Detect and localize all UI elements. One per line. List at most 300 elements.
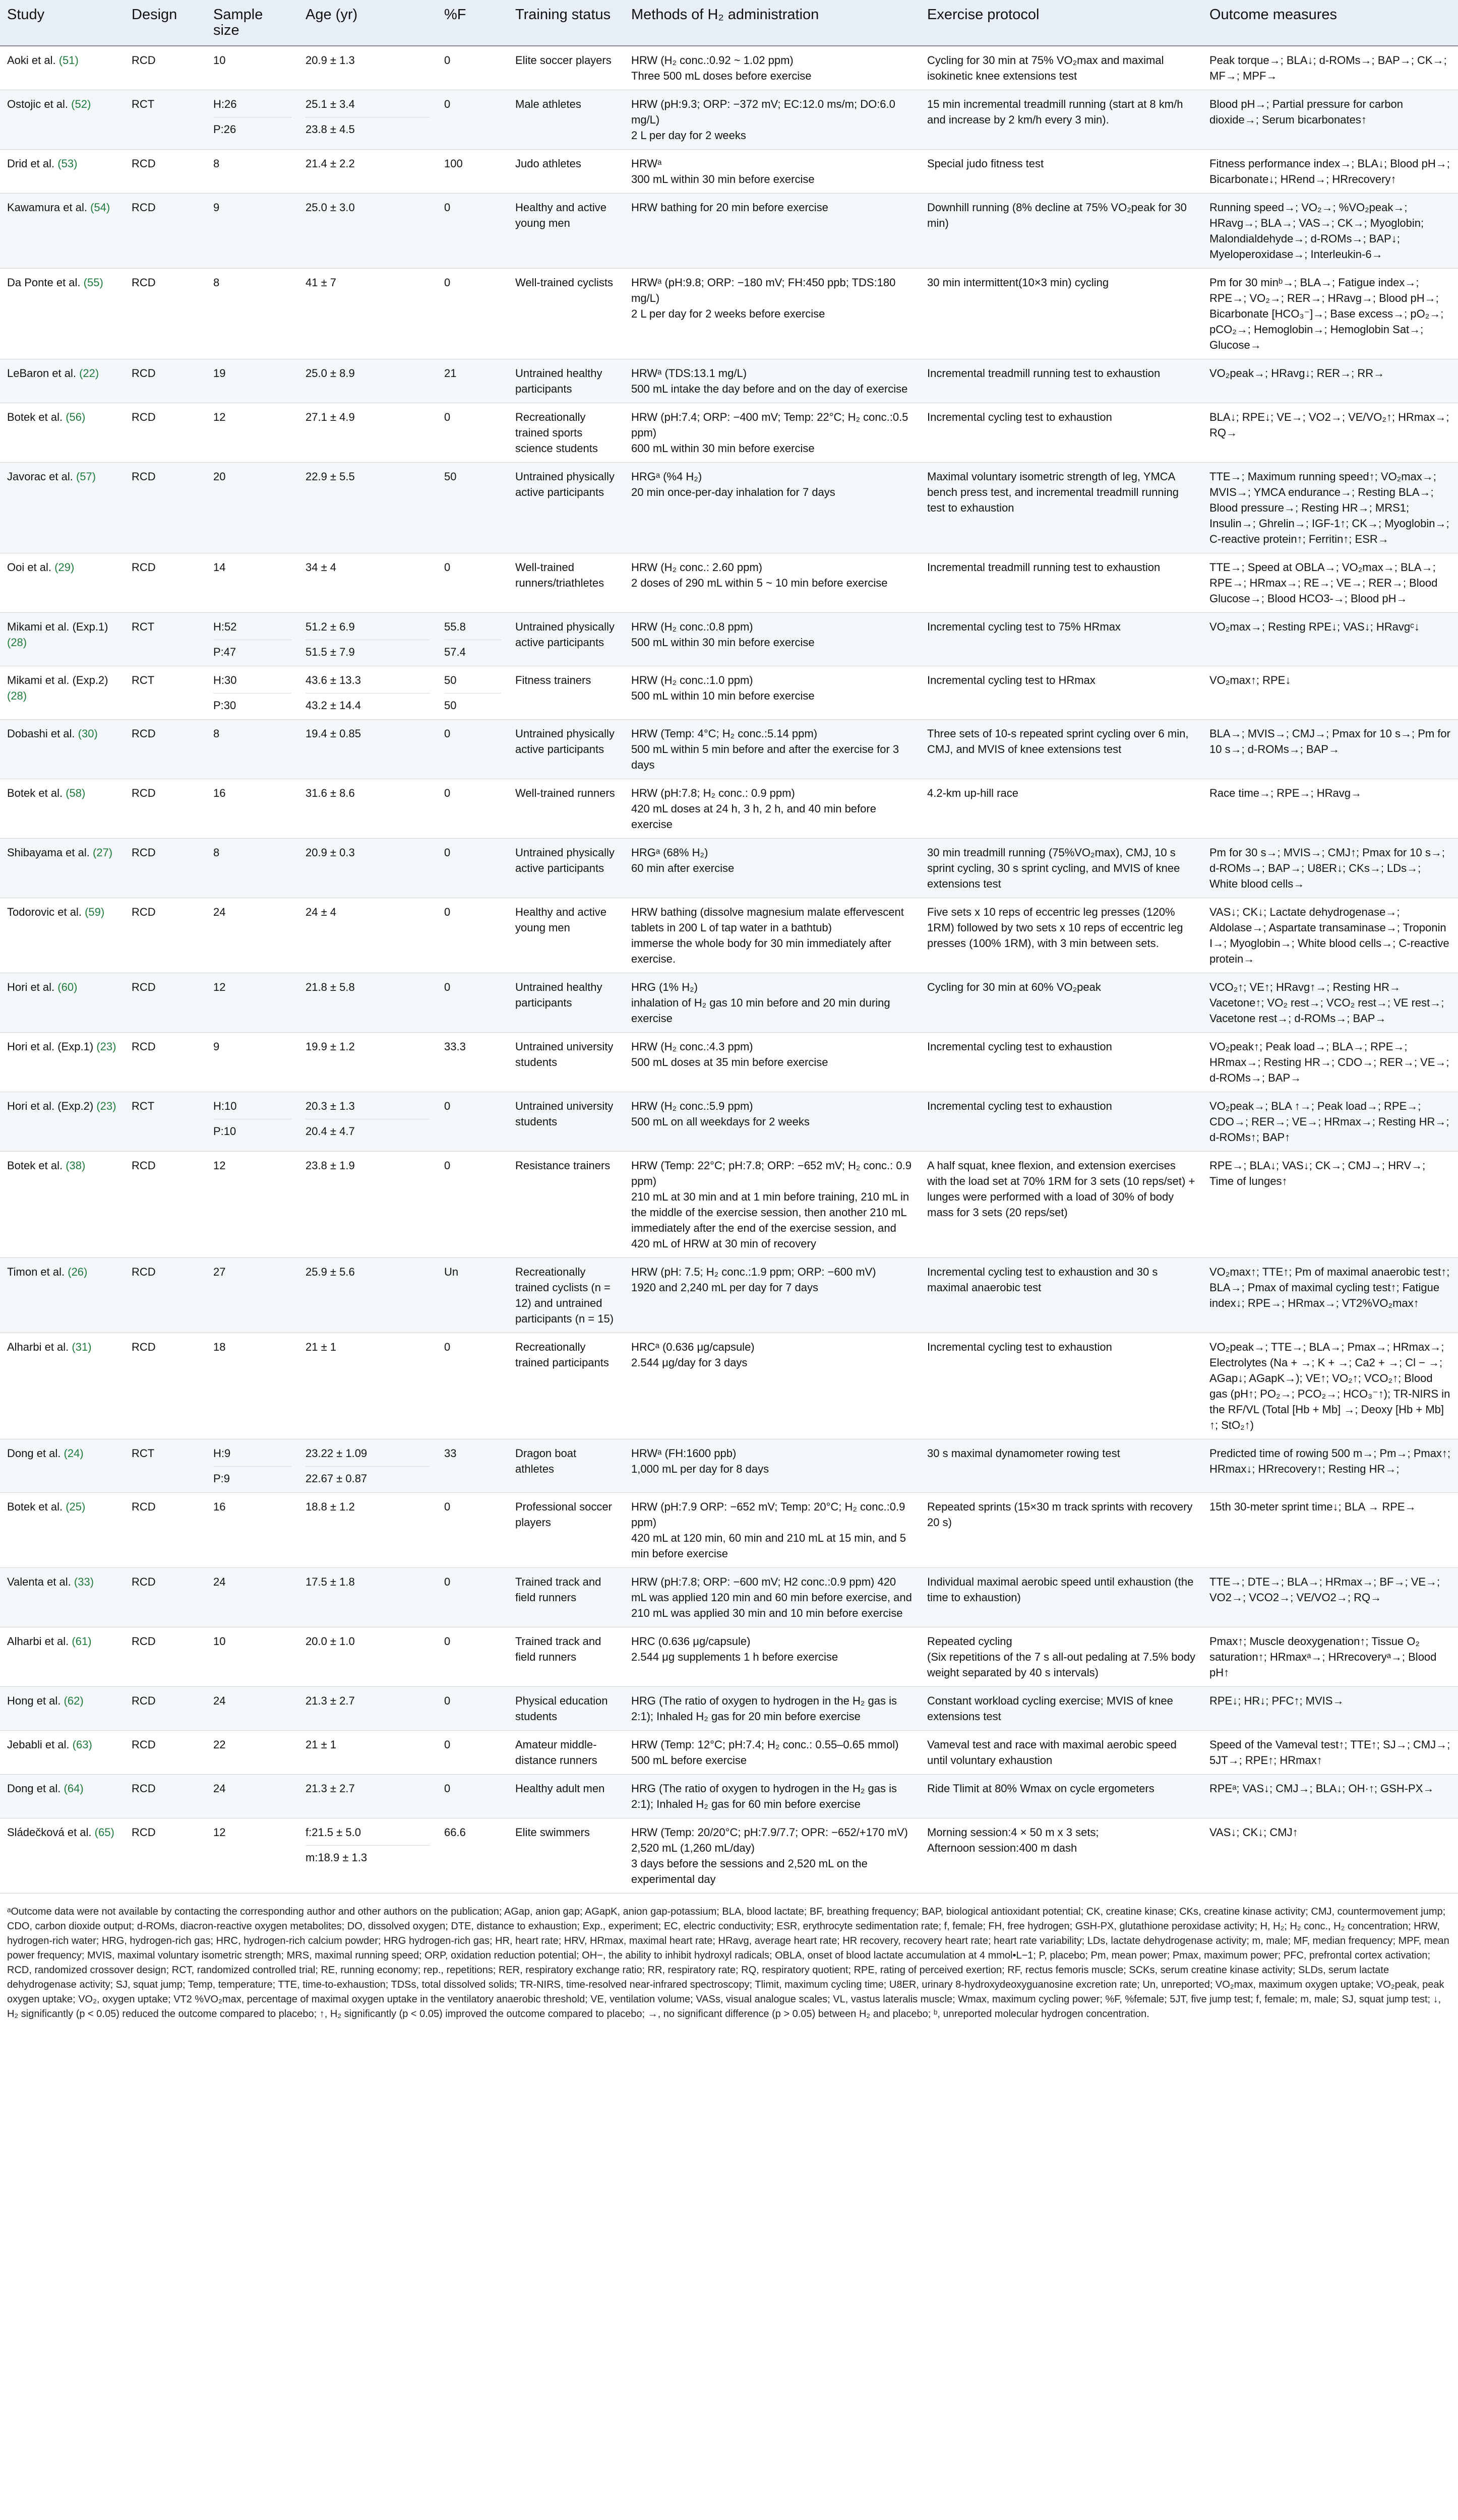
design-cell — [125, 1818, 206, 1894]
female-percent-cell — [437, 150, 508, 194]
cell-text: 20.4 ± 4.7 — [306, 1119, 430, 1139]
outcome-cell — [1202, 463, 1458, 553]
cell-text: 9 — [213, 201, 220, 214]
cell-text: RCD — [132, 1738, 156, 1751]
cell-text: Peak torque→; BLA↓; d-ROMs→; BAP→; CK→; MF→; MPF→ — [1209, 54, 1447, 82]
cell-line: Afternoon session:400 m dash — [927, 1842, 1077, 1854]
reference-link[interactable]: (38) — [66, 1159, 86, 1172]
methods-cell — [624, 359, 920, 403]
cell-text: 24 — [213, 1782, 226, 1795]
design-cell — [125, 1033, 206, 1092]
female-percent-cell — [437, 1627, 508, 1687]
cell-text: 25.1 ± 3.4 — [306, 98, 355, 110]
sample-size-cell — [206, 403, 298, 463]
age-cell — [298, 1152, 437, 1258]
reference-link[interactable]: (33) — [74, 1576, 94, 1588]
cell-text: Speed of the Vameval test↑; TTE↑; SJ→; CMJ→; 5JT→; RPE↑; HRmax↑ — [1209, 1738, 1450, 1767]
cell-text: 25.0 ± 3.0 — [306, 201, 355, 214]
cell-text: Botek et al. — [7, 1500, 63, 1513]
methods-cell — [624, 1775, 920, 1818]
study-cell — [0, 1627, 125, 1687]
sample-size-cell — [206, 150, 298, 194]
cell-text: 50 — [444, 470, 457, 483]
cell-text: RCD — [132, 1266, 156, 1278]
cell-text: 21 ± 1 — [306, 1738, 337, 1751]
female-percent-cell — [437, 46, 508, 90]
cell-line: Constant workload cycling exercise; MVIS of knee extensions test — [927, 1694, 1173, 1723]
study-cell — [0, 1152, 125, 1258]
methods-cell — [624, 1731, 920, 1775]
cell-text: 55.8 — [444, 620, 466, 633]
cell-line: 500 mL within 5 min before and after the exercise for 3 days — [631, 743, 899, 771]
cell-line: Five sets x 10 reps of eccentric leg presses (120% 1RM) followed by two sets x 10 reps of eccentric leg presses (100% 1RM), with 3 min between sets. — [927, 906, 1183, 950]
cell-text: Dong et al. — [7, 1447, 61, 1460]
cell-text: Pmax↑; Muscle deoxygenation↑; Tissue O₂ saturation↑; HRmaxᵃ→; HRrecoveryᵃ→; Blood pH↑ — [1209, 1635, 1437, 1679]
cell-text: Male athletes — [515, 98, 581, 110]
cell-text: 0 — [444, 1782, 451, 1795]
training-status-cell — [508, 898, 624, 973]
table-row — [0, 359, 1458, 403]
age-cell — [298, 1818, 437, 1894]
cell-text: 19 — [213, 367, 226, 380]
design-cell — [125, 150, 206, 194]
age-cell — [298, 1687, 437, 1731]
methods-cell — [624, 613, 920, 666]
reference-link[interactable]: (22) — [79, 367, 99, 380]
cell-text: 50 — [444, 674, 457, 686]
sample-size-cell — [206, 1493, 298, 1568]
cell-text: 14 — [213, 561, 226, 574]
reference-link[interactable]: (28) — [7, 689, 27, 702]
reference-link[interactable]: (24) — [64, 1447, 84, 1460]
study-cell — [0, 839, 125, 898]
cell-text: P:26 — [213, 117, 291, 137]
methods-cell — [624, 463, 920, 553]
cell-line: HRW bathing for 20 min before exercise — [631, 201, 828, 214]
training-status-cell — [508, 269, 624, 359]
cell-line: 20 min once-per-day inhalation for 7 days — [631, 486, 835, 498]
female-percent-cell — [437, 1092, 508, 1152]
training-status-cell — [508, 1493, 624, 1568]
study-cell — [0, 1687, 125, 1731]
reference-link[interactable]: (61) — [72, 1635, 92, 1648]
cell-text: Pm for 30 minᵇ→; BLA→; Fatigue index→; RPE→; VO₂→; RER→; HRavg→; Blood pH→; Bicarbonate [HCO₃⁻]→; Base excess→; pO₂→; pCO₂→; Hemoglobin→; Hemoglobin Sat→; Glucose→ — [1209, 276, 1444, 351]
table-row — [0, 779, 1458, 839]
cell-text: VO₂max↑; TTE↑; Pm of maximal anaerobic test↑; BLA→; Pmax of maximal cycling test↑; Fatigue index↓; RPE→; HRmax→; VT2%VO₂max↑ — [1209, 1266, 1450, 1309]
cell-line: HRG (The ratio of oxygen to hydrogen in the H₂ gas is 2:1); Inhaled H₂ gas for 60 min before exercise — [631, 1782, 897, 1810]
table-row — [0, 1033, 1458, 1092]
reference-link[interactable]: (65) — [94, 1826, 114, 1839]
cell-text: Dong et al. — [7, 1782, 61, 1795]
age-cell — [298, 1627, 437, 1687]
study-cell — [0, 403, 125, 463]
cell-line: Three sets of 10-s repeated sprint cycling over 6 min, CMJ, and MVIS of knee extensions test — [927, 727, 1189, 755]
cell-text: 25.0 ± 8.9 — [306, 367, 355, 380]
column-header: Training status — [508, 0, 624, 46]
cell-line: HRW (pH:7.8; H₂ conc.: 0.9 ppm) — [631, 787, 795, 799]
sample-size-cell — [206, 1333, 298, 1439]
female-percent-cell — [437, 898, 508, 973]
table-row — [0, 269, 1458, 359]
table-row — [0, 1439, 1458, 1493]
table-row — [0, 150, 1458, 194]
cell-text: 0 — [444, 98, 451, 110]
methods-cell — [624, 1818, 920, 1894]
female-percent-cell — [437, 1493, 508, 1568]
protocol-cell — [920, 720, 1202, 779]
cell-text: RCD — [132, 1576, 156, 1588]
cell-text: m:18.9 ± 1.3 — [306, 1845, 430, 1865]
design-cell — [125, 1687, 206, 1731]
cell-line: (Six repetitions of the 7 s all-out pedaling at 7.5% body weight separated by 40 s intervals) — [927, 1651, 1195, 1679]
training-status-cell — [508, 1775, 624, 1818]
cell-line: HRW bathing (dissolve magnesium malate effervescent tablets in 200 L of tap water in a bathtub) — [631, 906, 904, 934]
cell-text: Well-trained cyclists — [515, 276, 613, 289]
sample-size-cell — [206, 1687, 298, 1731]
design-cell — [125, 1333, 206, 1439]
reference-link[interactable]: (25) — [66, 1500, 86, 1513]
cell-line: Incremental cycling test to 75% HRmax — [927, 620, 1121, 633]
cell-line: Repeated cycling — [927, 1635, 1012, 1648]
cell-line: HRW (Temp: 12°C; pH:7.4; H₂ conc.: 0.55–0.65 mmol) — [631, 1738, 899, 1751]
table-row — [0, 666, 1458, 720]
cell-text: RCD — [132, 1500, 156, 1513]
cell-text: Fitness performance index→; BLA↓; Blood pH→; Bicarbonate↓; HRend→; HRrecovery↑ — [1209, 157, 1450, 185]
reference-link[interactable]: (60) — [57, 981, 78, 993]
cell-line: 2 doses of 290 mL within 5 ~ 10 min before exercise — [631, 577, 888, 589]
cell-text: Pm for 30 s→; MVIS→; CMJ↑; Pmax for 10 s→; d-ROMs→; BAP→; U8ER↓; CKs→; LDs→; White blood cells→ — [1209, 846, 1445, 890]
cell-text: Ostojic et al. — [7, 98, 69, 110]
study-cell — [0, 1258, 125, 1333]
cell-text: Untrained physically active participants — [515, 620, 615, 649]
study-cell — [0, 779, 125, 839]
reference-link[interactable]: (59) — [85, 906, 105, 918]
reference-link[interactable]: (27) — [93, 846, 113, 859]
cell-text: Recreationally trained cyclists (n = 12) and untrained participants (n = 15) — [515, 1266, 614, 1325]
reference-link[interactable]: (64) — [64, 1782, 84, 1795]
cell-text: VO₂max↑; RPE↓ — [1209, 674, 1291, 686]
reference-link[interactable]: (28) — [7, 636, 27, 649]
methods-cell — [624, 839, 920, 898]
age-cell — [298, 403, 437, 463]
cell-text: Fitness trainers — [515, 674, 591, 686]
outcome-cell — [1202, 1258, 1458, 1333]
training-status-cell — [508, 839, 624, 898]
cell-text: Resistance trainers — [515, 1159, 611, 1172]
sample-size-cell — [206, 359, 298, 403]
reference-link[interactable]: (62) — [64, 1694, 84, 1707]
cell-text: 0 — [444, 276, 451, 289]
methods-cell — [624, 269, 920, 359]
cell-text: 8 — [213, 276, 220, 289]
cell-text: Botek et al. — [7, 411, 63, 423]
outcome-cell — [1202, 553, 1458, 613]
design-cell — [125, 463, 206, 553]
cell-text: P:30 — [213, 693, 291, 713]
table-row — [0, 898, 1458, 973]
reference-link[interactable]: (23) — [96, 1100, 116, 1112]
cell-line: HRW (H₂ conc.:4.3 ppm) — [631, 1040, 753, 1053]
design-cell — [125, 553, 206, 613]
cell-text: RCD — [132, 470, 156, 483]
training-status-cell — [508, 1258, 624, 1333]
methods-cell — [624, 1568, 920, 1627]
cell-text: Untrained university students — [515, 1100, 614, 1128]
sample-size-cell — [206, 1775, 298, 1818]
cell-line: HRGᵃ (%4 H₂) — [631, 470, 702, 483]
study-cell — [0, 666, 125, 720]
outcome-cell — [1202, 269, 1458, 359]
cell-text: RPE↓; HR↓; PFC↑; MVIS→ — [1209, 1694, 1344, 1707]
training-status-cell — [508, 463, 624, 553]
age-cell — [298, 1333, 437, 1439]
cell-line: HRC (0.636 μg/capsule) — [631, 1635, 751, 1648]
cell-text: Untrained physically active participants — [515, 470, 615, 498]
table-row — [0, 553, 1458, 613]
cell-text: Shibayama et al. — [7, 846, 90, 859]
training-status-cell — [508, 1731, 624, 1775]
cell-line: HRW (Temp: 20/20°C; pH:7.9/7.7; OPR: −652/+170 mV) 2,520 mL (1,260 mL/day) — [631, 1826, 908, 1854]
age-cell — [298, 613, 437, 666]
cell-text: 17.5 ± 1.8 — [306, 1576, 355, 1588]
sample-size-cell — [206, 779, 298, 839]
cell-text: 18.8 ± 1.2 — [306, 1500, 355, 1513]
cell-text: 43.2 ± 14.4 — [306, 693, 430, 713]
cell-text: 24 ± 4 — [306, 906, 337, 918]
cell-text: 21.3 ± 2.7 — [306, 1694, 355, 1707]
sample-size-cell — [206, 46, 298, 90]
cell-line: 210 mL at 30 min and at 1 min before training, 210 mL in the middle of the exercise session, then another 210 mL immediately after the end of the exercise session, and 420 mL of HRW at 30 min of recovery — [631, 1190, 909, 1250]
reference-link[interactable]: (56) — [66, 411, 86, 423]
female-percent-cell — [437, 1818, 508, 1894]
study-cell — [0, 1033, 125, 1092]
cell-text: Recreationally trained sports science students — [515, 411, 598, 455]
outcome-cell — [1202, 898, 1458, 973]
outcome-cell — [1202, 613, 1458, 666]
female-percent-cell — [437, 1258, 508, 1333]
table-row — [0, 839, 1458, 898]
cell-text: Trained track and field runners — [515, 1635, 601, 1663]
age-cell — [298, 150, 437, 194]
table-row — [0, 46, 1458, 90]
female-percent-cell — [437, 359, 508, 403]
cell-line: Maximal voluntary isometric strength of leg, YMCA bench press test, and incremental treadmill running test to exhaustion — [927, 470, 1179, 514]
outcome-cell — [1202, 1152, 1458, 1258]
age-cell — [298, 666, 437, 720]
cell-text: 20.9 ± 0.3 — [306, 846, 355, 859]
cell-text: VO₂peak→; HRavg↓; RER→; RR→ — [1209, 367, 1385, 380]
cell-text: 34 ± 4 — [306, 561, 337, 574]
reference-link[interactable]: (23) — [96, 1040, 116, 1053]
cell-text: 0 — [444, 981, 451, 993]
cell-line: 500 mL intake the day before and on the day of exercise — [631, 383, 908, 395]
cell-text: 0 — [444, 1500, 451, 1513]
protocol-cell — [920, 1627, 1202, 1687]
design-cell — [125, 359, 206, 403]
outcome-cell — [1202, 1493, 1458, 1568]
cell-text: VAS↓; CK↓; CMJ↑ — [1209, 1826, 1298, 1839]
training-status-cell — [508, 1568, 624, 1627]
reference-link[interactable]: (29) — [54, 561, 75, 574]
cell-text: 0 — [444, 727, 451, 740]
sample-size-cell — [206, 1818, 298, 1894]
cell-text: VO₂max→; Resting RPE↓; VAS↓; HRavgᶜ↓ — [1209, 620, 1420, 633]
cell-text: TTE→; Speed at OBLA→; VO₂max→; BLA→; RPE→; HRmax→; RE→; VE→; RER→; Blood Glucose→; Blood HCO3-→; Blood pH→ — [1209, 561, 1438, 605]
sample-size-cell — [206, 1152, 298, 1258]
cell-text: Drid et al. — [7, 157, 55, 170]
design-cell — [125, 194, 206, 269]
protocol-cell — [920, 1092, 1202, 1152]
reference-link[interactable]: (58) — [66, 787, 86, 799]
cell-text: Elite swimmers — [515, 1826, 590, 1839]
cell-text: RCD — [132, 1635, 156, 1648]
table-row — [0, 720, 1458, 779]
cell-text: RCD — [132, 1040, 156, 1053]
cell-line: Cycling for 30 min at 75% VO₂max and maximal isokinetic knee extensions test — [927, 54, 1164, 82]
cell-text: 22.9 ± 5.5 — [306, 470, 355, 483]
design-cell — [125, 613, 206, 666]
cell-text: Race time→; RPE→; HRavg→ — [1209, 787, 1362, 799]
cell-text: LeBaron et al. — [7, 367, 76, 380]
methods-cell — [624, 1333, 920, 1439]
protocol-cell — [920, 553, 1202, 613]
reference-link[interactable]: (26) — [68, 1266, 88, 1278]
cell-text: 27 — [213, 1266, 226, 1278]
cell-text: RCD — [132, 201, 156, 214]
reference-link[interactable]: (57) — [76, 470, 96, 483]
cell-text: P:10 — [213, 1119, 291, 1139]
column-header: Study — [0, 0, 125, 46]
study-cell — [0, 194, 125, 269]
training-status-cell — [508, 1627, 624, 1687]
column-header: Design — [125, 0, 206, 46]
reference-link[interactable]: (54) — [90, 201, 110, 214]
reference-link[interactable]: (55) — [83, 276, 103, 289]
age-cell — [298, 359, 437, 403]
sample-size-cell — [206, 194, 298, 269]
methods-cell — [624, 779, 920, 839]
outcome-cell — [1202, 1439, 1458, 1493]
cell-text: RCD — [132, 846, 156, 859]
cell-line: Cycling for 30 min at 60% VO₂peak — [927, 981, 1101, 993]
methods-cell — [624, 973, 920, 1033]
cell-text: 22.67 ± 0.87 — [306, 1466, 430, 1486]
cell-text: 8 — [213, 727, 220, 740]
design-cell — [125, 779, 206, 839]
reference-link[interactable]: (30) — [78, 727, 98, 740]
sample-size-cell — [206, 1627, 298, 1687]
cell-line: Incremental treadmill running test to exhaustion — [927, 367, 1161, 380]
cell-text: 0 — [444, 1694, 451, 1707]
cell-text: Blood pH→; Partial pressure for carbon dioxide→; Serum bicarbonates↑ — [1209, 98, 1403, 126]
reference-link[interactable]: (53) — [57, 157, 78, 170]
methods-cell — [624, 194, 920, 269]
cell-text: VAS↓; CK↓; Lactate dehydrogenase→; Aldolase→; Aspartate transaminase→; Troponin I→; Myoglobin→; White blood cells→; C-reactive protein→ — [1209, 906, 1449, 965]
sample-size-cell — [206, 973, 298, 1033]
sample-size-cell — [206, 1439, 298, 1493]
cell-text: BLA↓; RPE↓; VE→; VO2→; VE/VO₂↑; HRmax→; RQ→ — [1209, 411, 1449, 439]
reference-link[interactable]: (52) — [71, 98, 91, 110]
female-percent-cell — [437, 553, 508, 613]
outcome-cell — [1202, 1818, 1458, 1894]
cell-text: Trained track and field runners — [515, 1576, 601, 1604]
cell-line: 15 min incremental treadmill running (start at 8 km/h and increase by 2 km/h every 3 min). — [927, 98, 1183, 126]
training-status-cell — [508, 403, 624, 463]
female-percent-cell — [437, 1568, 508, 1627]
cell-text: 0 — [444, 846, 451, 859]
cell-text: 0 — [444, 1341, 451, 1353]
age-cell — [298, 46, 437, 90]
cell-text: 27.1 ± 4.9 — [306, 411, 355, 423]
reference-link[interactable]: (63) — [72, 1738, 92, 1751]
cell-text: RCD — [132, 54, 156, 67]
protocol-cell — [920, 90, 1202, 150]
cell-text: Hong et al. — [7, 1694, 61, 1707]
age-cell — [298, 839, 437, 898]
cell-text: 23.8 ± 1.9 — [306, 1159, 355, 1172]
outcome-cell — [1202, 1731, 1458, 1775]
female-percent-cell — [437, 194, 508, 269]
methods-cell — [624, 90, 920, 150]
training-status-cell — [508, 613, 624, 666]
cell-text: 0 — [444, 1100, 451, 1112]
protocol-cell — [920, 613, 1202, 666]
cell-line: 1,000 mL per day for 8 days — [631, 1463, 769, 1475]
training-status-cell — [508, 1439, 624, 1493]
cell-text: RCD — [132, 561, 156, 574]
cell-text: 20.0 ± 1.0 — [306, 1635, 355, 1648]
cell-text: VO₂peak→; BLA ↑→; Peak load→; RPE→; CDO→; RER→; VE→; HRmax→; Resting HR→; d-ROMs↑; BAP↑ — [1209, 1100, 1449, 1144]
age-cell — [298, 90, 437, 150]
cell-text: Dobashi et al. — [7, 727, 75, 740]
methods-cell — [624, 403, 920, 463]
reference-link[interactable]: (51) — [58, 54, 79, 67]
cell-line: HRW (H₂ conc.:0.92 ~ 1.02 ppm) — [631, 54, 794, 67]
training-status-cell — [508, 1033, 624, 1092]
cell-text: H:26 — [213, 98, 237, 110]
table-row — [0, 463, 1458, 553]
methods-cell — [624, 1627, 920, 1687]
cell-line: Repeated sprints (15×30 m track sprints with recovery 20 s) — [927, 1500, 1193, 1529]
cell-text: 25.9 ± 5.6 — [306, 1266, 355, 1278]
cell-text: Botek et al. — [7, 787, 63, 799]
cell-text: 51.2 ± 6.9 — [306, 620, 355, 633]
cell-text: Da Ponte et al. — [7, 276, 81, 289]
cell-line: HRWᵃ (FH:1600 ppb) — [631, 1447, 737, 1460]
cell-text: 57.4 — [444, 640, 501, 660]
reference-link[interactable]: (31) — [72, 1341, 92, 1353]
study-cell — [0, 269, 125, 359]
cell-line: HRW (Temp: 22°C; pH:7.8; ORP: −652 mV; H₂ conc.: 0.9 ppm) — [631, 1159, 912, 1187]
cell-text: 31.6 ± 8.6 — [306, 787, 355, 799]
cell-text: Untrained healthy participants — [515, 981, 602, 1009]
cell-line: Morning session:4 × 50 m x 3 sets; — [927, 1826, 1099, 1839]
protocol-cell — [920, 779, 1202, 839]
protocol-cell — [920, 1152, 1202, 1258]
study-cell — [0, 1092, 125, 1152]
table-row — [0, 194, 1458, 269]
cell-text: 12 — [213, 1826, 226, 1839]
cell-line: 2.544 μg/day for 3 days — [631, 1356, 748, 1369]
cell-text: 0 — [444, 1738, 451, 1751]
cell-text: 20.3 ± 1.3 — [306, 1100, 355, 1112]
design-cell — [125, 1258, 206, 1333]
protocol-cell — [920, 666, 1202, 720]
age-cell — [298, 720, 437, 779]
cell-text: TTE→; DTE→; BLA→; HRmax→; BF→; VE→; VO2→; VCO2→; VE/VO2→; RQ→ — [1209, 1576, 1440, 1604]
cell-line: HRG (The ratio of oxygen to hydrogen in the H₂ gas is 2:1); Inhaled H₂ gas for 20 min before exercise — [631, 1694, 897, 1723]
sample-size-cell — [206, 1258, 298, 1333]
